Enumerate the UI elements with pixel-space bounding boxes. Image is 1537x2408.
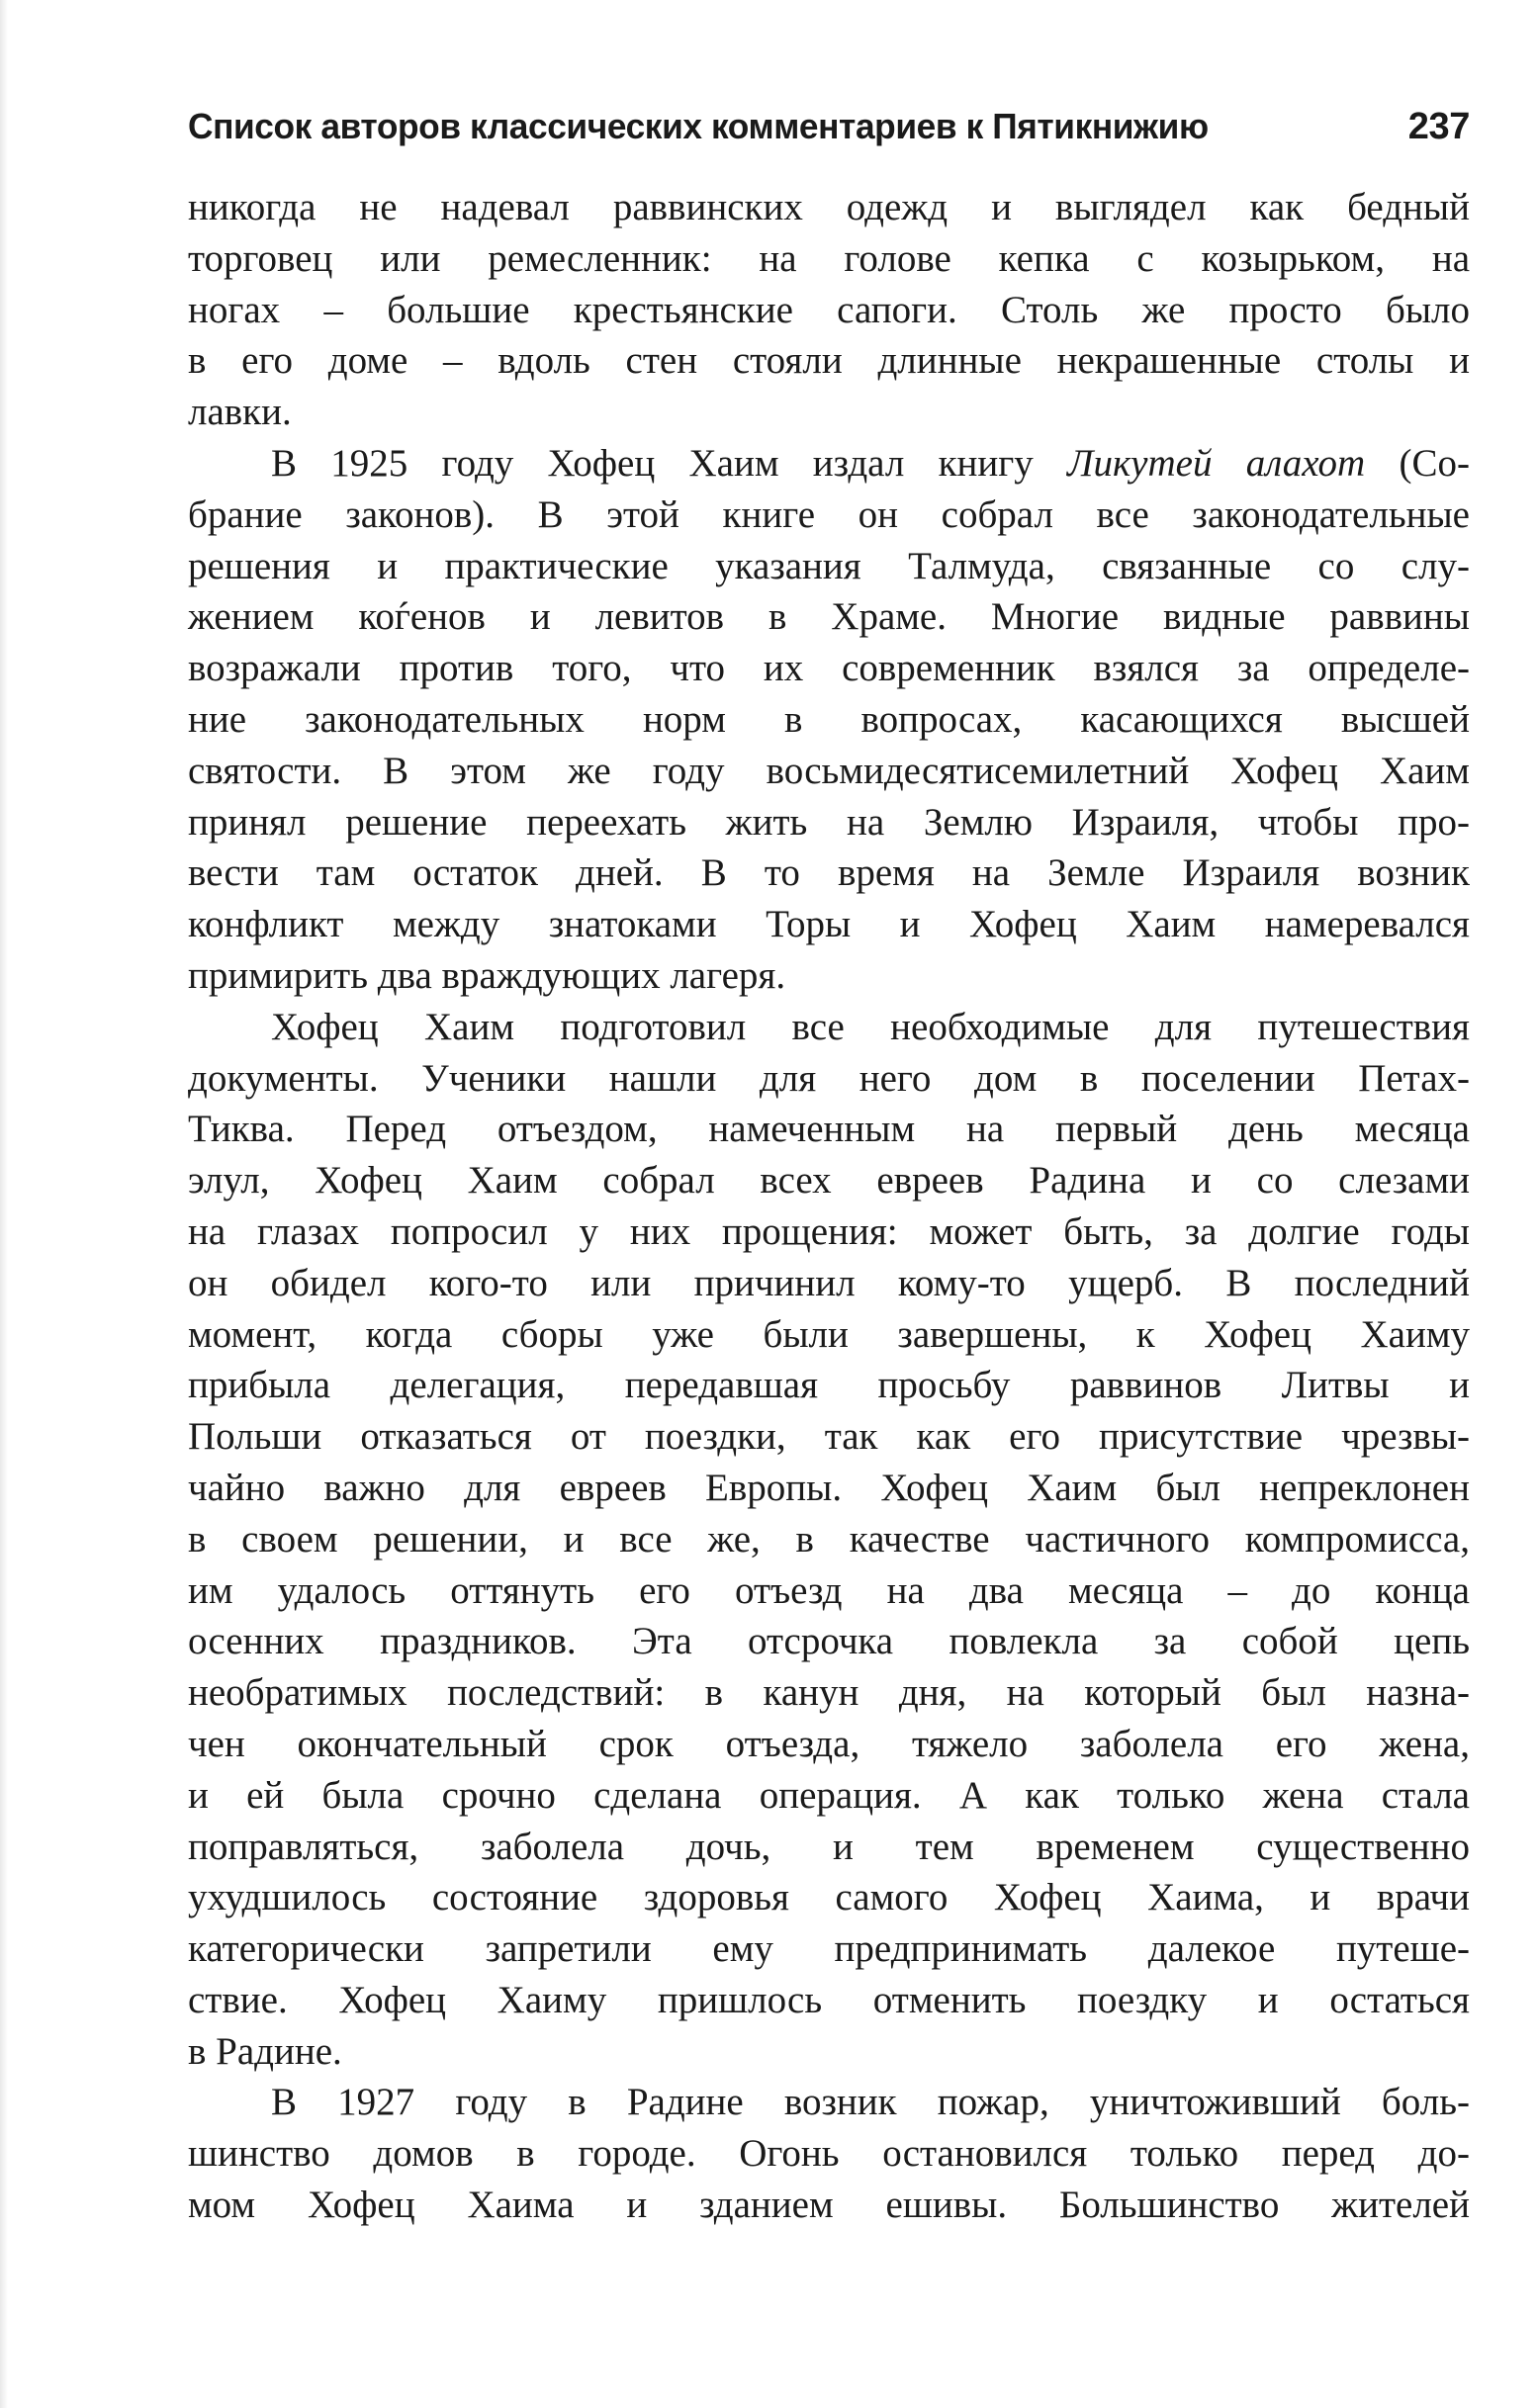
text-line: ухудшилось состояние здоровья самого Хофец Хаима, и врачи [188,1876,1470,1919]
text-line: ствие. Хофец Хаиму пришлось отменить поездку и остаться [188,1978,1470,2021]
text-line: мом Хофец Хаима и зданием ешивы. Большинство жителей [188,2184,1470,2227]
text-line: никогда не надевал раввинских одежд и выглядел как бедный [188,186,1470,228]
text-line: и ей была срочно сделана операция. А как только жена стала [188,1773,1470,1817]
text-line: документы. Ученики нашли для него дом в поселении Петах- [188,1056,1470,1100]
text-line: он обидел кого-то или причинил кому-то ущерб. В последний [188,1261,1470,1304]
body-text [188,182,1470,2231]
text-line: примирить два враждующих лагеря. [188,953,786,997]
text-line: поправляться, заболела дочь, и тем временем существенно [188,1825,1470,1868]
running-header [188,99,1470,154]
text-line: осенних праздников. Эта отсрочка повлекла за собой цепь [188,1620,1470,1663]
text-line: принял решение переехать жить на Землю Израиля, чтобы про- [188,800,1470,844]
book-title-italic: Ликутей алахот [1067,441,1366,485]
text-line: прибыла делегация, передавшая просьбу раввинов Литвы и [188,1364,1470,1407]
page-number: 237 [1407,105,1470,147]
text-run: В 1925 году Хофец Хаим издал книгу [271,441,1068,485]
text-line: чен окончательный срок отъезда, тяжело заболела его жена, [188,1722,1470,1765]
text-line: торговец или ремесленник: на голове кепка с козырьком, на [188,236,1470,280]
text-line: им удалось оттянуть его отъезд на два месяца – до конца [188,1568,1470,1612]
text-line: категорически запретили ему предпринимать далекое путеше- [188,1927,1470,1971]
text-line: возражали против того, что их современник взялся за определе- [188,647,1470,690]
text-line: брание законов). В этой книге он собрал все законодательные [188,492,1470,536]
text-line: необратимых последствий: в канун дня, на который был назна- [188,1671,1470,1715]
text-line: шинство домов в городе. Огонь остановился только перед до- [188,2132,1470,2176]
text-line: решения и практические указания Талмуда, связанные со слу- [188,544,1470,587]
text-line: чайно важно для евреев Европы. Хофец Хаим был непреклонен [188,1466,1470,1509]
text-line: Тиква. Перед отъездом, намеченным на первый день месяца [188,1108,1470,1151]
text-line: Хофец Хаим подготовил все необходимые для путешествия [271,1005,1470,1048]
text-line: в его доме – вдоль стен стояли длинные некрашенные столы и [188,339,1470,383]
text-line: в Радине. [188,2029,342,2073]
text-line: момент, когда сборы уже были завершены, к Хофец Хаиму [188,1312,1470,1356]
text-line: В 1927 году в Радине возник пожар, уничтоживший боль- [271,2081,1470,2124]
text-line [188,438,1470,490]
text-line: святости. В этом же году восьмидесятисемилетний Хофец Хаим [188,749,1470,792]
text-line: Польши отказаться от поездки, так как его присутствие чрезвы- [188,1415,1470,1459]
text-line: ногах – большие крестьянские сапоги. Столь же просто было [188,288,1470,331]
text-line: вести там остаток дней. В то время на Земле Израиля возник [188,851,1470,895]
running-header-title: Список авторов классических комментариев к Пятикнижию [188,106,1209,146]
text-line: на глазах попросил у них прощения: может быть, за долгие годы [188,1209,1470,1253]
page-edge-shadow [0,0,8,2408]
text-line: ние законодательных норм в вопросах, касающихся высшей [188,697,1470,741]
text-line: жением коѓенов и левитов в Храме. Многие видные раввины [188,595,1470,639]
text-line: в своем решении, и все же, в качестве частичного компромисса, [188,1517,1470,1561]
text-run: (Со- [1365,441,1470,485]
text-line: элул, Хофец Хаим собрал всех евреев Радина и со слезами [188,1159,1470,1203]
text-line: лавки. [188,391,292,434]
text-line: конфликт между знатоками Торы и Хофец Хаим намеревался [188,903,1470,946]
